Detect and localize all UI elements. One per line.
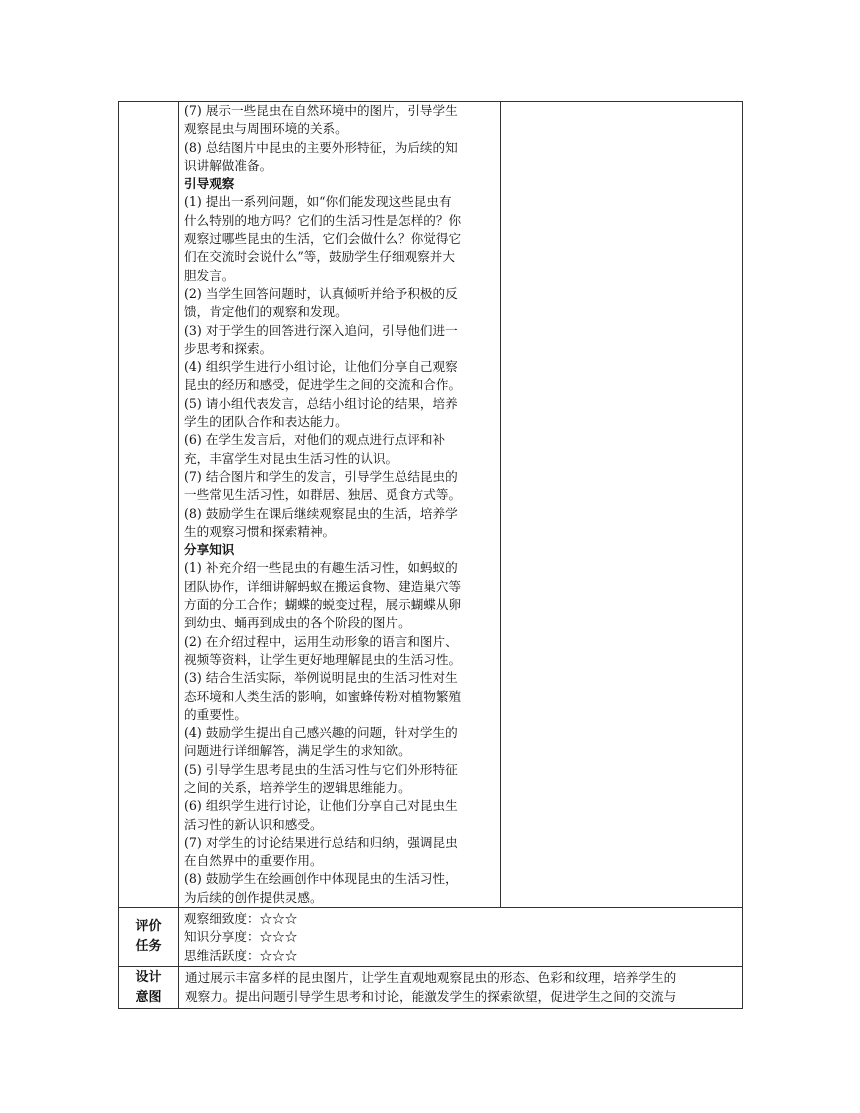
share-text-line: (8) 鼓励学生在绘画创作中体现昆虫的生活习性， [184, 871, 458, 887]
section-heading-share: 分享知识 [184, 542, 235, 558]
share-text-line: 为后续的创作提供灵感。 [184, 889, 323, 905]
observe-text-line: (2) 当学生回答问题时，认真倾听并给予积极的反 [184, 285, 458, 301]
evaluation-content [179, 908, 743, 967]
share-text-line: 方面的分工合作；蝴蝶的蜕变过程，展示蝴蝶从卵 [184, 597, 462, 613]
observe-text-line: 充，丰富学生对昆虫生活习性的认识。 [184, 450, 399, 466]
observe-text-line: 昆虫的经历和感受，促进学生之间的交流和合作。 [184, 377, 462, 393]
observe-text-line: (1) 提出一系列问题，如“你们能发现这些昆虫有 [184, 194, 452, 210]
share-text-line: (2) 在介绍过程中，运用生动形象的语言和图片、 [184, 633, 458, 649]
observe-text-line: 观察过哪些昆虫的生活，它们会做什么？你觉得它 [184, 231, 462, 247]
activity-content-cell [179, 102, 501, 908]
design-row [119, 967, 743, 1009]
observe-text-line: 一些常见生活习性，如群居、独居、觅食方式等。 [184, 487, 462, 503]
lesson-plan-table [118, 101, 743, 1009]
intro-text-line: 识讲解做准备。 [184, 157, 273, 173]
activity-notes-cell [501, 102, 743, 908]
activity-label-cell [119, 102, 179, 908]
share-text-line: 活习性的新认识和感受。 [184, 816, 323, 832]
intro-text-line: (8) 总结图片中昆虫的主要外形特征，为后续的知 [184, 139, 458, 155]
share-text-line: 的重要性。 [184, 706, 247, 722]
design-text-line: 观察力。提出问题引导学生思考和讨论，能激发学生的探索欲望，促进学生之间的交流与 [185, 988, 677, 1004]
evaluation-item: 思维活跃度：☆☆☆ [184, 947, 298, 963]
observe-text-line: (5) 请小组代表发言，总结小组讨论的结果，培养 [184, 395, 458, 411]
share-text-line: (6) 组织学生进行讨论，让他们分享自己对昆虫生 [184, 798, 458, 814]
intro-text-line: 观察昆虫与周围环境的关系。 [184, 121, 348, 137]
share-text-line: 态环境和人类生活的影响，如蜜蜂传粉对植物繁殖 [184, 688, 462, 704]
share-text-line: (1) 补充介绍一些昆虫的有趣生活习性，如蚂蚁的 [184, 560, 458, 576]
design-label-line1: 设计 [135, 969, 162, 985]
share-text-line: (7) 对学生的讨论结果进行总结和归纳，强调昆虫 [184, 834, 458, 850]
observe-text-line: 什么特别的地方吗？它们的生活习性是怎样的？你 [184, 212, 462, 228]
evaluation-label-line1: 评价 [135, 919, 162, 935]
observe-text-line: 胆发言。 [184, 267, 235, 283]
section-heading-observe: 引导观察 [184, 176, 235, 192]
observe-text-line: (3) 对于学生的回答进行深入追问，引导他们进一 [184, 322, 458, 338]
design-content [179, 967, 743, 1009]
observe-text-line: (8) 鼓励学生在课后继续观察昆虫的生活，培养学 [184, 505, 458, 521]
observe-text-line: 馈，肯定他们的观察和发现。 [184, 304, 348, 320]
share-text-line: 视频等资料，让学生更好地理解昆虫的生活习性。 [184, 651, 462, 667]
observe-text-line: (7) 结合图片和学生的发言，引导学生总结昆虫的 [184, 468, 458, 484]
share-text-line: 在自然界中的重要作用。 [184, 853, 323, 869]
intro-text-line: (7) 展示一些昆虫在自然环境中的图片，引导学生 [184, 103, 458, 118]
evaluation-label [119, 908, 179, 967]
design-label [119, 967, 179, 1009]
observe-text-line: (4) 组织学生进行小组讨论，让他们分享自己观察 [184, 359, 458, 375]
activity-row [119, 102, 743, 908]
evaluation-label-line2: 任务 [135, 939, 162, 955]
design-label-line2: 意图 [135, 989, 162, 1005]
share-text-line: 问题进行详细解答，满足学生的求知欲。 [184, 743, 411, 759]
observe-text-line: 步思考和探索。 [184, 340, 273, 356]
observe-text-line: 学生的团队合作和表达能力。 [184, 414, 348, 430]
design-text-line: 通过展示丰富多样的昆虫图片，让学生直观地观察昆虫的形态、色彩和纹理，培养学生的 [185, 970, 677, 986]
evaluation-row [119, 908, 743, 967]
observe-text-line: 们在交流时会说什么”等，鼓励学生仔细观察并大 [184, 249, 455, 265]
share-text-line: 之间的关系，培养学生的逻辑思维能力。 [184, 779, 411, 795]
share-text-line: (5) 引导学生思考昆虫的生活习性与它们外形特征 [184, 761, 458, 777]
observe-text-line: (6) 在学生发言后，对他们的观点进行点评和补 [184, 432, 446, 448]
observe-text-line: 生的观察习惯和探索精神。 [184, 523, 336, 539]
share-text-line: 到幼虫、蛹再到成虫的各个阶段的图片。 [184, 615, 411, 631]
share-text-line: (4) 鼓励学生提出自己感兴趣的问题，针对学生的 [184, 725, 458, 741]
share-text-line: 团队协作，详细讲解蚂蚁在搬运食物、建造巢穴等 [184, 578, 462, 594]
evaluation-item: 知识分享度：☆☆☆ [184, 929, 298, 945]
share-text-line: (3) 结合生活实际，举例说明昆虫的生活习性对生 [184, 670, 458, 686]
evaluation-item: 观察细致度：☆☆☆ [184, 911, 298, 927]
